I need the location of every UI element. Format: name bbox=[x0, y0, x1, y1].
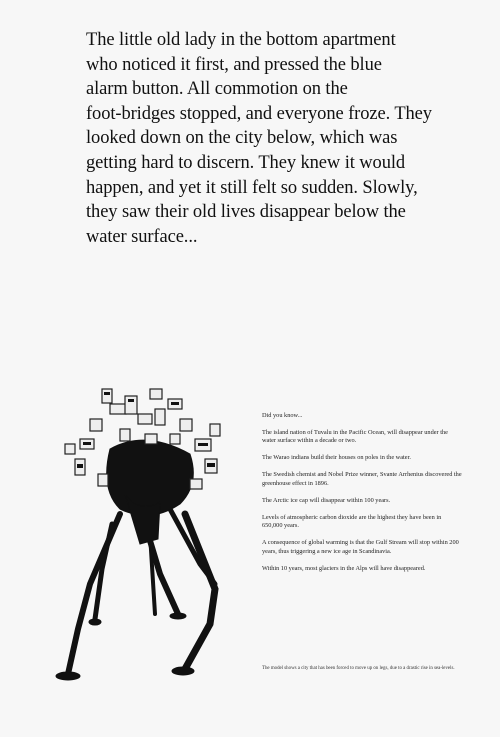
story-line: water surface... bbox=[86, 226, 198, 247]
walking-city-model-icon bbox=[50, 384, 230, 684]
story-line: who noticed it first, and pressed the blue bbox=[86, 54, 382, 75]
story-line: alarm button. All commotion on the bbox=[86, 79, 348, 100]
story-line: The little old lady in the bottom apartment bbox=[86, 30, 396, 50]
story-line: foot-bridges stopped, and everyone froze. They bbox=[86, 103, 432, 124]
fact-item: Levels of atmospheric carbon dioxide are the highest they have been in 650,000 years. bbox=[262, 513, 442, 530]
fact-item: The island nation of Tuvalu in the Pacific Ocean, will disappear under the water surface within a decade or two. bbox=[262, 428, 448, 445]
story-text bbox=[86, 28, 432, 249]
story-line: getting hard to discern. They knew it would bbox=[86, 152, 406, 173]
facts-intro: Did you know... bbox=[262, 412, 303, 419]
story-line: they saw their old lives disappear below the bbox=[86, 202, 406, 223]
fact-item: A consequence of global warming is that the Gulf Stream will stop within 200 years, thus triggering a new ice age in Scandinavia. bbox=[262, 539, 459, 555]
fact-item: The Warao indians build their houses on poles in the water. bbox=[262, 454, 411, 462]
fact-item: The Swedish chemist and Nobel Prize winner, Svante Arrhenius discovered the greenhouse effect in 1896. bbox=[262, 471, 462, 487]
illustration-caption: The model shows a city that has been forced to move up on legs, due to a drastic rise in sea-levels. bbox=[262, 666, 455, 671]
story-line: happen, and yet it still felt so sudden. Slowly, bbox=[86, 177, 418, 198]
fact-item: The Arctic ice cap will disappear within 100 years. bbox=[262, 496, 391, 504]
facts-panel bbox=[262, 412, 462, 582]
fact-item: Within 10 years, most glaciers in the Alps will have disappeared. bbox=[262, 564, 426, 572]
story-line: looked down on the city below, which was bbox=[86, 128, 398, 149]
